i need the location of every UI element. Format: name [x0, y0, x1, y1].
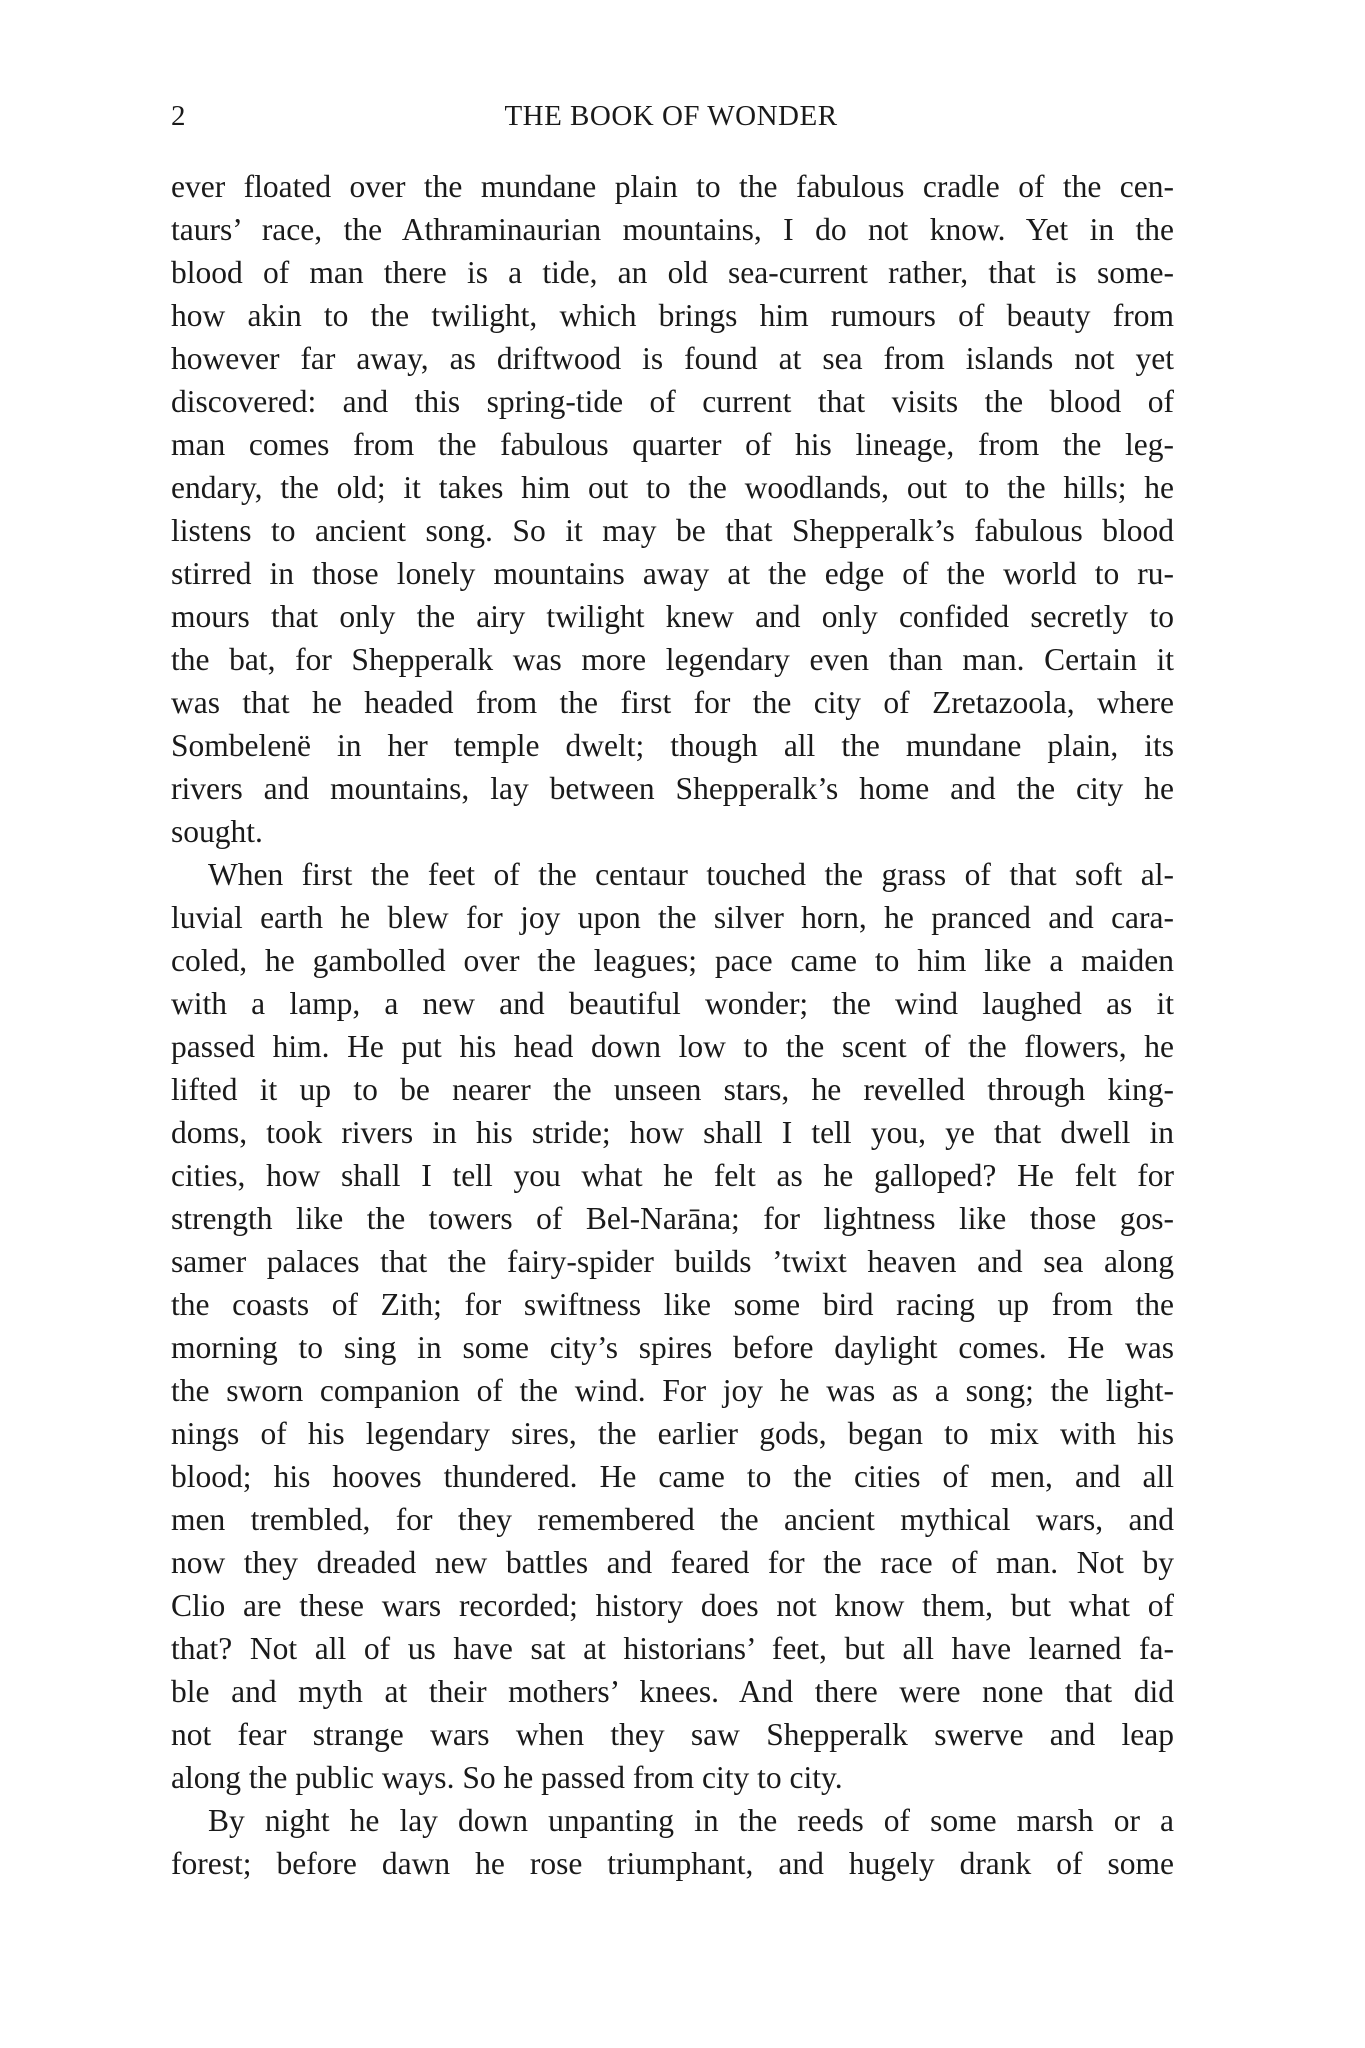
text-line: ble and myth at their mothers’ knees. And there were none that did [171, 1674, 1174, 1709]
text-line: discovered: and this spring-tide of current that visits the blood of [171, 384, 1174, 419]
text-line: with a lamp, a new and beautiful wonder; the wind laughed as it [171, 986, 1174, 1021]
text-line: Sombelenë in her temple dwelt; though all the mundane plain, its [171, 728, 1174, 763]
text-line: not fear strange wars when they saw Shepperalk swerve and leap [171, 1717, 1174, 1752]
text-line: blood of man there is a tide, an old sea-current rather, that is some- [171, 255, 1174, 290]
running-head [171, 96, 1171, 136]
text-line: that? Not all of us have sat at historians’ feet, but all have learned fa- [171, 1631, 1174, 1666]
text-line: coled, he gambolled over the leagues; pace came to him like a maiden [171, 943, 1174, 978]
paragraph-1 [171, 165, 1174, 853]
text-line: forest; before dawn he rose triumphant, and hugely drank of some [171, 1846, 1174, 1881]
text-line: now they dreaded new battles and feared for the race of man. Not by [171, 1545, 1174, 1580]
paragraph-2 [171, 853, 1174, 1799]
text-line: luvial earth he blew for joy upon the silver horn, he pranced and cara- [171, 900, 1174, 935]
text-line: rivers and mountains, lay between Shepperalk’s home and the city he [171, 771, 1174, 806]
text-line: the coasts of Zith; for swiftness like some bird racing up from the [171, 1287, 1174, 1322]
text-line: man comes from the fabulous quarter of his lineage, from the leg- [171, 427, 1174, 462]
running-title: THE BOOK OF WONDER [504, 100, 838, 132]
page-number: 2 [171, 100, 186, 132]
text-line: cities, how shall I tell you what he felt as he galloped? He felt for [171, 1158, 1174, 1193]
text-line: endary, the old; it takes him out to the woodlands, out to the hills; he [171, 470, 1174, 505]
text-line: When first the feet of the centaur touched the grass of that soft al- [208, 857, 1174, 892]
text-line: how akin to the twilight, which brings him rumours of beauty from [171, 298, 1174, 333]
text-line: samer palaces that the fairy-spider builds ’twixt heaven and sea along [171, 1244, 1174, 1279]
text-line: strength like the towers of Bel-Narāna; for lightness like those gos- [171, 1201, 1174, 1236]
text-line: was that he headed from the first for the city of Zretazoola, where [171, 685, 1174, 720]
text-line: ever floated over the mundane plain to the fabulous cradle of the cen- [171, 169, 1174, 204]
text-line: blood; his hooves thundered. He came to the cities of men, and all [171, 1459, 1174, 1494]
body-text [171, 165, 1174, 1885]
text-line: listens to ancient song. So it may be that Shepperalk’s fabulous blood [171, 513, 1174, 548]
text-line: the sworn companion of the wind. For joy he was as a song; the light- [171, 1373, 1174, 1408]
text-line: men trembled, for they remembered the ancient mythical wars, and [171, 1502, 1174, 1537]
text-line: sought. [171, 814, 263, 849]
text-line: morning to sing in some city’s spires before daylight comes. He was [171, 1330, 1174, 1365]
text-line: lifted it up to be nearer the unseen stars, he revelled through king- [171, 1072, 1174, 1107]
text-line: however far away, as driftwood is found at sea from islands not yet [171, 341, 1174, 376]
paragraph-3 [171, 1799, 1174, 1885]
text-line: taurs’ race, the Athraminaurian mountains, I do not know. Yet in the [171, 212, 1174, 247]
text-line: Clio are these wars recorded; history does not know them, but what of [171, 1588, 1174, 1623]
text-line: the bat, for Shepperalk was more legendary even than man. Certain it [171, 642, 1174, 677]
text-line: doms, took rivers in his stride; how shall I tell you, ye that dwell in [171, 1115, 1174, 1150]
text-line: passed him. He put his head down low to the scent of the flowers, he [171, 1029, 1174, 1064]
text-line: along the public ways. So he passed from city to city. [171, 1760, 843, 1795]
text-line: mours that only the airy twilight knew and only confided secretly to [171, 599, 1174, 634]
text-line: By night he lay down unpanting in the reeds of some marsh or a [208, 1803, 1174, 1838]
text-line: stirred in those lonely mountains away at the edge of the world to ru- [171, 556, 1174, 591]
text-line: nings of his legendary sires, the earlier gods, began to mix with his [171, 1416, 1174, 1451]
